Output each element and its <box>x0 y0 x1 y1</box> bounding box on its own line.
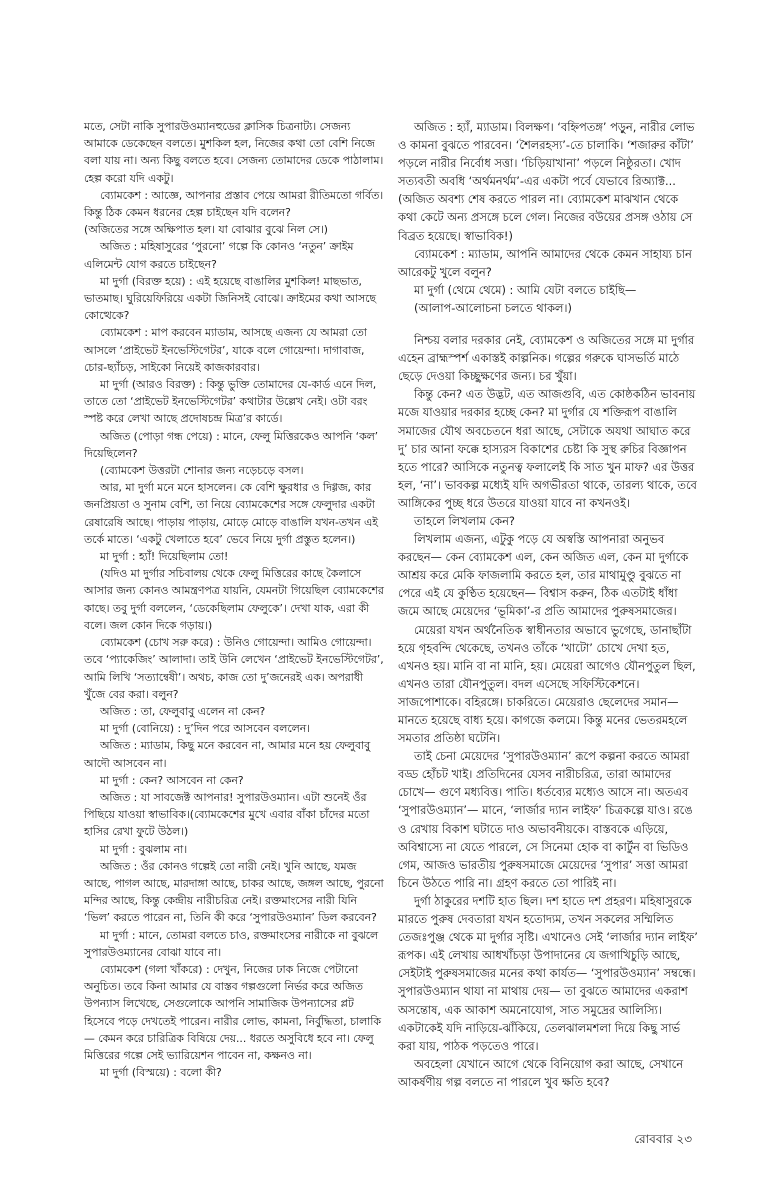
paragraph: (যদিও মা দুর্গার সচিবালয় থেকে ফেলু মিত্তিরের কাছে কৈলাসে আসার জন্য কোনও আমন্ত্রণপত্র যায়নি, যেমনটা গিয়েছিল ব্যোমকেশের কাছে। তবু দুর্গা বললেন, ‘ডেকেছিলাম ফেলুকে’। দেখা যাক, এরা কী বলে। জল কোন দিকে গড়ায়।) <box>84 567 384 632</box>
paragraph: অজিত (পোড়া গন্ধ পেয়ে) : মানে, ফেলু মিত্তিরকেও আপনি ‘কল’ দিয়েছিলেন? <box>84 429 379 460</box>
page-footer <box>634 1131 692 1151</box>
paragraph: কিন্তু কেন? এত উদ্ভট, এত আজগুবি, এত কোষ্ঠকঠিন ভাবনায় মজে যাওয়ার দরকার হচ্ছে কেন? মা দুর্গার যে শক্তিরূপ বাঙালি সমাজের যৌথ অবচেতনে ধরা আছে, সেটাকে অযথা আঘাত করে দু’ চার আনা ফক্কে হাস্যরস বিকাশের চেষ্টা কি সুস্থ রুচির বিজ্ঞাপন হতে পারে? আসিকে নতুনত্ব ফলালেই কি সাত খুন মাফ? এর উত্তর হল, ‘না’। ভাবকল্প মধ্যেই যদি অগভীরতা থাকে, তারল্য থাকে, তবে আঙ্গিকের পুচ্ছ ধরে উতরে যাওয়া যাবে না কখনওই। <box>398 387 697 510</box>
paragraph: ব্যোমকেশ (গলা খাঁকরে) : দেখুন, নিজের ঢাক নিজে পেটানো অনুচিত। তবে কিনা আমার যে বাস্তব গল্পগুলো নির্ভর করে অজিত উপন্যাস লিখেছে, সেগুলোকে আপনি সামাজিক উপন্যাসের প্লট হিসেবে পড়ে দেখতেই পারেন। নারীর লোভ, কামনা, নির্বুদ্ধিতা, চালাকি— কেমন করে চারিত্রিক বিষিয়ে দেয়... ধরতে অসুবিধে হবে না। ফেলু মিত্তিরের গল্পে সেই ভ্যারিয়েশন পাবেন না, কক্ষনও না। <box>84 962 381 1062</box>
paragraph: দুর্গা ঠাকুরের দশটি হাত ছিল। দশ হাতে দশ প্রহরণ। মহিষাসুরকে মারতে পুরুষ দেবতারা যখন হতোদ্যম, তখন সকলের সম্মিলিত তেজঃপুঞ্জ থেকে মা দুর্গার সৃষ্টি। এখানেও সেই ‘লার্জার দ্যান লাইফ’ রূপক। এই লেখায় আধখাঁচড়া উপাদানের যে জগাখিচুড়ি আছে, সেইটাই পুরুষসমাজের মনের কথা কার্যত— ‘সুপারউওম্যান’ সম্বন্ধে। সুপারউওম্যান থাযা না মাথায় দেয়— তা বুঝতে আমাদের একরাশ অসন্তোষ, এক আকাশ অমনোযোগ, সাত সমুদ্রের আলিস্যি। একটাকেই যদি নাড়িয়ে-ঝাঁকিয়ে, তেলঝালমশলা দিয়ে কিছু সার্ভ করা যায়, পাঠক পড়তেও পারে। <box>398 893 698 1053</box>
paragraph: মা দুর্গা (আরও বিরক্ত) : কিন্তু ভুক্তি তোমাদের যে-কার্ড এনে দিল, তাতে তো ‘প্রাইভেট ইনভেস্টিগেটর’ কথাটার উল্লেখ নেই। ওটা বরং স্পষ্ট করে লেখা আছে প্রদোষচন্দ্র মিত্র’র কার্ডে। <box>84 378 377 426</box>
paragraph: (আলাপ-আলোচনা চলতে থাকল।) <box>414 300 572 315</box>
paragraph: (অজিতের সঙ্গে অক্ষিপাত হল। যা বোঝার বুঝে নিল সে।) <box>84 223 328 237</box>
paragraph: আর, মা দুর্গা মনে মনে হাসলেন। কে বেশি ক্ষুরধার ও দিগ্গজ, কার জনপ্রিয়তা ও সুনাম বেশি, তা নিয়ে ব্যোমকেশের সঙ্গে ফেলুদার একটা রেষারেষি আছে। পাড়ায় পাড়ায়, মোড়ে মোড়ে বাঙালি যখন-তখন এই তর্কে মাতে। ‘একটু খেলাতে হবে’ ভেবে নিয়ে দুর্গা প্রস্তুত হলেন।) <box>84 481 378 546</box>
paragraph: অজিত : যা সাবজেক্ট আপনার! সুপারউওম্যান। এটা শুনেই ওঁর পিছিয়ে যাওয়া স্বাভাবিক।(ব্যোমকেশের মুখে এবার বাঁকা চাঁদের মতো হাসির রেখা ফুটে উঠল।) <box>84 790 370 839</box>
paragraph: মা দুর্গা (থেমে থেমে) : আমি যেটা বলতে চাইছি— <box>414 282 637 297</box>
paragraph: মতে, সেটা নাকি সুপারউওম্যানহুডের ক্লাসিক চিত্রনাট্য। সেজন্য আমাকে ডেকেছেন বলতে। মুশকিল হল, নিজের কথা তো বেশি নিজে বলা যায় না। অন্য কিছু বলতে হবে। সেজন্য তোমাদের ডেকে পাঠালাম। হেল্প করো যদি একটু। <box>84 120 384 185</box>
left-column <box>84 118 384 1081</box>
paragraph: ব্যোমকেশ : আজ্ঞে, আপনার প্রস্তাব পেয়ে আমরা রীতিমতো গর্বিত। কিন্তু ঠিক কেমন ধরনের হেল্প চাইছেন যদি বলেন? <box>84 188 384 220</box>
paragraph: অজিত : ওঁর কোনও গল্পেই তো নারী নেই। খুনি আছে, যমজ আছে, পাগল আছে, মারদাঙ্গা আছে, চাকর আছে, জঙ্গল আছে, পুরনো মন্দির আছে, কিন্তু কেন্দ্রীয় নারীচরিত্র নেই। রক্তমাংসের নারী যিনি ‘ভিল’ করতে পারেন না, তিনি কী করে ‘সুপারউওম্যান’ ডিল করবেন? <box>84 859 384 925</box>
paragraph: মা দুর্গা : কেন? আসবেন না কেন? <box>100 773 244 787</box>
paragraph: তাহলে লিখলাম কেন? <box>414 513 515 528</box>
paragraph: মা দুর্গা : হ্যাঁ! দিয়েছিলাম তো! <box>100 550 229 564</box>
paragraph: মা দুর্গা : মানে, তোমরা বলতে চাও, রক্তমাংসের নারীকে না বুঝলে সুপারউওম্যানের বোঝা যাবে না। <box>84 928 379 959</box>
paragraph: মেয়েরা যখন অর্থনৈতিক স্বাধীনতার অভাবে ভুগেছে, ডানাছাঁটা হয়ে গৃহবন্দি থেকেছে, তখনও তাঁকে ‘খাটো’ চোখে দেখা হত, এখনও হয়। মানি বা না মানি, হয়। মেয়েরা আগেও যৌনপুতুল ছিল, এখনও তারা যৌনপুতুল। বদল এসেছে সফিস্টিকেশনে। সাজপোশাকে। বহিরঙ্গে। চাকরিতে। মেয়েরাও ছেলেদের সমান— মানতে হয়েছে বাধ্য হয়ে। কাগজে কলমে। কিন্তু মনের ভেতরমহলে সমতার প্রতিষ্ঠা ঘটেনি। <box>398 622 696 746</box>
paragraph: মা দুর্গা (বিরক্ত হয়ে) : এই হয়েছে বাঙালির মুশকিল! মাছভাত, ভাতমাছ। ঘুরিয়েফিরিয়ে একটা জিনিসই বোঝে। ক্রাইমের কথা আসছে কোত্থেকে? <box>84 274 376 323</box>
paragraph: মা দুর্গা : বুঝলাম না। <box>100 842 188 856</box>
paragraph: অজিত : মহিষাসুরের ‘পুরনো’ গল্পে কি কোনও ‘নতুন’ ক্রাইম এলিমেন্ট যোগ করতে চাইছেন? <box>84 240 354 271</box>
paragraph: অজিত : ম্যাডাম, কিছু মনে করবেন না, আমার মনে হয় ফেলুবাবু আদৌ আসবেন না। <box>84 739 371 770</box>
paragraph: মা দুর্গা (বোনিয়ে) : দু’দিন পরে আসবেন বললেন। <box>100 722 311 736</box>
paragraph: ব্যোমকেশ (চোখ সরু করে) : উনিও গোয়েন্দা। আমিও গোয়েন্দা। তবে ‘প্যাকেজিং’ আলাদা। তাই উনি লেখেন ‘প্রাইভেট ইনভেস্টিগেটর’, আমি লিখি ‘সত্যান্বেষী’। অথচ, কাজ তো দু’জনেরই এক। অপরাধী খুঁজে বের করা। বলুন? <box>84 636 384 701</box>
paragraph: মা দুর্গা (বিস্ময়ে) : বলো কী? <box>100 1066 222 1080</box>
paragraph: (ব্যোমকেশ উত্তরটা শোনার জন্য নড়েচড়ে বসল। <box>100 464 304 478</box>
paragraph: অজিত : তা, ফেলুবাবু এলেন না কেন? <box>100 704 266 718</box>
paragraph: ব্যোমকেশ : মাপ করবেন ম্যাডাম, আসছে এজন্য যে আমরা তো আসলে ‘প্রাইভেট ইনভেস্টিগেটর’, যাকে বলে গোয়েন্দা। দাগাবাজ, চোর-ছ্যাঁচড়, সাইকো নিয়েই কাজকারবার। <box>84 326 367 374</box>
paragraph: অবহেলা যেখানে আগে থেকে বিনিয়োগ করা আছে, সেখানে আকর্ষণীয় গল্প বলতে না পারলে খুব ক্ষতি হবে? <box>398 1056 684 1089</box>
paragraph: নিশ্চয় বলার দরকার নেই, ব্যোমকেশ ও অজিতের সঙ্গে মা দুর্গার এহেন ব্রাহ্মস্পর্শ একাস্তই কাল্পনিক। গল্পের গরুকে ঘাসভর্তি মাঠে ছেড়ে দেওয়া কিচ্ছুক্ষণের জন্য। চর খুঁয়া। <box>398 333 695 384</box>
paragraph: লিখলাম এজন্য, এটুকু পড়ে যে অস্বস্তি আপনারা অনুভব করছেন— কেন ব্যোমকেশ এল, কেন অজিত এল, কেন মা দুর্গাকে আশ্রয় করে মেকি ফাজলামি করতে হল, তার মাথামুণ্ডু বুঝতে না পেরে এই যে কুণ্ঠিত হয়েছেন— বিশ্বাস করুন, ঠিক এতটাই ধাঁধা জমে আছে মেয়েদের ‘ভূমিকা’-র প্রতি আমাদের পুরুষসমাজের। <box>398 532 689 619</box>
paragraph: তাই চেনা মেয়েদের ‘সুপারউওম্যান’ রূপে কল্পনা করতে আমরা বড্ড হোঁচট খাই। প্রতিদিনের যেসব নারীচরিত্র, তারা আমাদের চোখে— গুণে মধ্যবিত্ত। পাতি। ধর্তব্যের মধ্যেও আসে না। অতএব ‘সুপারউওম্যান’— মানে, ‘লার্জার দ্যান লাইফ’ চিত্রকল্পে যাও। রঙে ও রেখায় বিকাশ ঘটাতে দাও অভাবনীয়কে। বাস্তবকে এড়িয়ে, অবিশ্বাস্যে না যেতে পারলে, সে সিনেমা হোক বা কার্টুন বা ভিডিও গেম, আজও ভারতীয় পুরুষসমাজে মেয়েদের ‘সুপার’ সত্তা আমরা চিনে উঠতে পারি না। গ্রহণ করতে তো পারিই না। <box>398 749 693 890</box>
page-number-label: রোববার ২৩ <box>634 1132 692 1146</box>
paragraph: অজিত : হ্যাঁ, ম্যাডাম। বিলক্ষণ। ‘বহ্নিপতঙ্গ’ পড়ুন, নারীর লোভ ও কামনা বুঝতে পারবেন। ‘শৈলরহস্য’-তে চালাকি। ‘শজারুর কাঁটা’ পড়লে নারীর নির্বোধ সত্তা। ‘চিড়িয়াখানা’ পড়লে নিষ্ঠুরতা। খোদ সত্যবতী অবধি ‘অর্থমনর্থম’-এর একটা পর্বে যেভাবে রিঅ্যাক্ট... (অজিত অবশ্য শেষ করতে পারল না। ব্যোমকেশ মাঝখান থেকে কথা কেটে অন্য প্রসঙ্গে চলে গেল। নিজের বউয়ের প্রসঙ্গ ওঠায় সে বিব্রত হয়েছে। স্বাভাবিক!) <box>398 120 695 243</box>
right-column <box>398 118 700 1091</box>
paragraph: ব্যোমকেশ : ম্যাডাম, আপনি আমাদের থেকে কেমন সাহায্য চান আরেকটু খুলে বলুন? <box>398 246 692 279</box>
